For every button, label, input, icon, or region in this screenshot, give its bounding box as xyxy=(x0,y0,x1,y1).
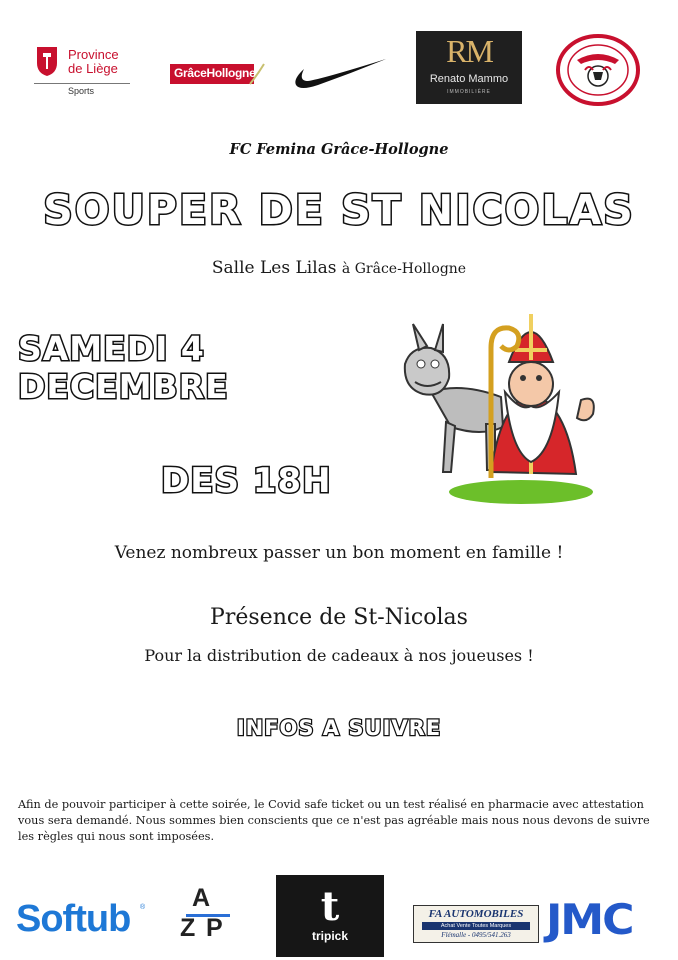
tripick-mark: t xyxy=(320,883,340,930)
azp-letter-p: P xyxy=(206,914,223,942)
grace-hollogne-text: GrâceHollogne xyxy=(174,66,256,80)
st-nicolas-donkey-illustration xyxy=(391,302,611,512)
fc-femina-crest-icon xyxy=(555,34,641,106)
jmc-logo xyxy=(546,895,650,944)
infos-a-suivre: INFOS A SUIVRE xyxy=(236,716,442,740)
province-divider xyxy=(34,83,130,84)
province-line2: de Liège xyxy=(68,61,118,76)
presence-heading: Présence de St-Nicolas xyxy=(210,605,468,630)
event-date-line1: SAMEDI 4 xyxy=(18,329,205,368)
fa-bar-text: Achat Vente Toutes Marques xyxy=(440,923,512,929)
jmc-text: JMC xyxy=(546,895,633,944)
azp-letter-z: Z xyxy=(180,914,196,942)
renato-name: Renato Mammo xyxy=(429,73,509,85)
renato-letters: RM xyxy=(446,33,492,69)
softub-logo xyxy=(16,898,144,948)
province-sub: Sports xyxy=(68,86,95,96)
venue-name: Salle Les Lilas xyxy=(211,258,337,278)
event-title: SOUPER DE ST NICOLAS xyxy=(43,186,635,234)
fa-automobiles-logo xyxy=(413,905,539,943)
event-tagline: Venez nombreux passer un bon moment en famille ! xyxy=(114,543,564,563)
event-time: DES 18H xyxy=(161,461,332,501)
softub-text: Softub xyxy=(16,898,131,940)
nike-swoosh-icon xyxy=(292,55,388,93)
province-line1: Province xyxy=(68,47,119,62)
tripick-logo xyxy=(276,875,384,957)
fa-title: FA AUTOMOBILES xyxy=(428,908,524,920)
renato-mammo-logo xyxy=(416,31,522,104)
azp-letter-a: A xyxy=(192,884,211,912)
azp-logo xyxy=(178,884,236,946)
club-name: FC Femina Grâce-Hollogne xyxy=(229,141,449,158)
province-crest-icon xyxy=(34,45,60,77)
softub-registered: ® xyxy=(140,904,146,911)
grace-leaf-icon xyxy=(248,62,266,86)
fa-phone: Flémalle - 0495/541.263 xyxy=(441,931,511,939)
tripick-name: tripick xyxy=(311,929,348,943)
covid-notice: Afin de pouvoir participer à cette soirée, le Covid safe ticket ou un test réalisé en pharmacie avec attestation vous sera demandé. Nous sommes bien conscients que ce n'est pas agréable mais nous nous devons de suivre les règles qui nous sont imposées. xyxy=(18,798,650,843)
venue-city: à Grâce-Hollogne xyxy=(341,261,467,277)
province-de-liege-logo xyxy=(34,43,134,99)
renato-sub: IMMOBILIÈRE xyxy=(447,89,491,95)
event-venue xyxy=(0,258,678,278)
distribution-text: Pour la distribution de cadeaux à nos joueuses ! xyxy=(144,646,534,665)
event-date-line2: DECEMBRE xyxy=(18,367,229,406)
grace-hollogne-logo xyxy=(170,58,266,88)
